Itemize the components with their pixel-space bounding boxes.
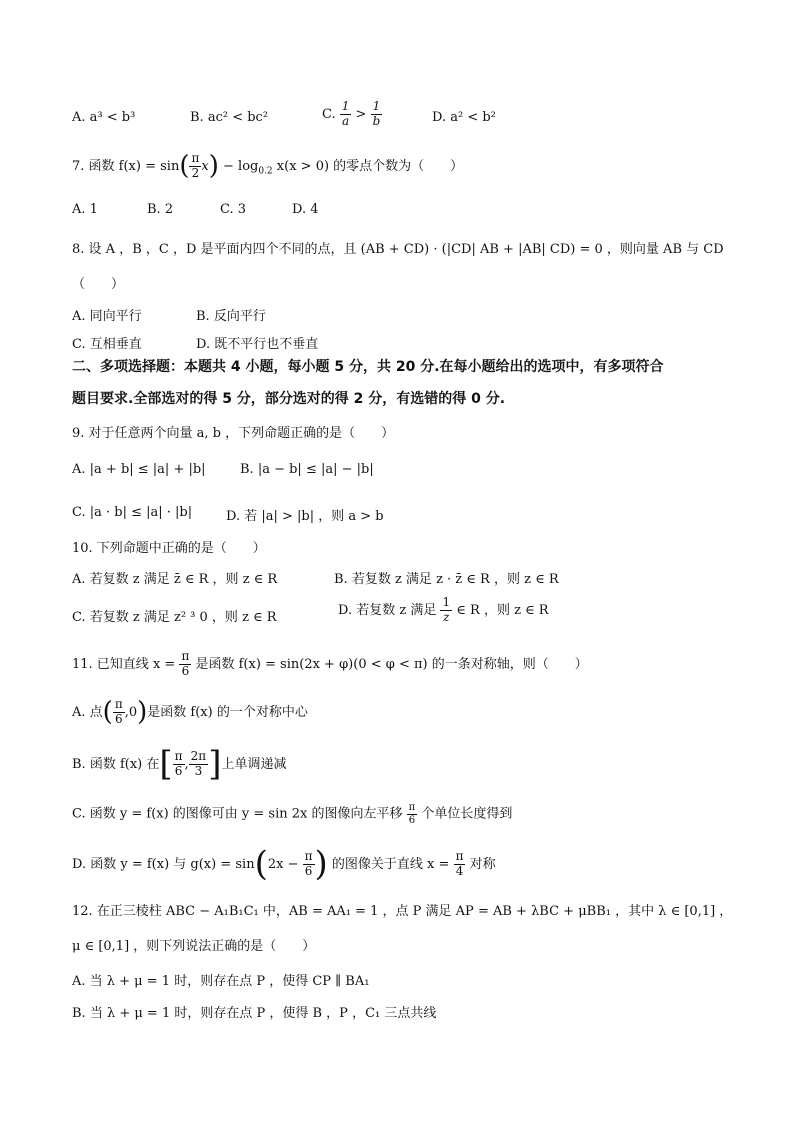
q9-option-a: A. |a + b| ≤ |a| + |b| <box>72 462 206 477</box>
q6-option-c-label: C. <box>322 106 336 122</box>
q12-option-a: A. 当 λ + μ = 1 时，则存在点 P ，使得 CP ∥ BA₁ <box>72 974 370 989</box>
q7-option-a: A. 1 <box>72 202 98 217</box>
q7-stem: 7. 函数 f(x) = sin( $\frac{\pi}{2}$ $x) - \log_{0.2} x(x > 0)$ 的零点个数为（ ） <box>72 151 464 181</box>
q8-option-c: C. 互相垂直 <box>72 337 142 352</box>
q6-option-c: C. $\frac{1}{a}$ > $\frac{1}{b}$ <box>322 99 381 128</box>
q8-paren: （ ） <box>72 277 125 292</box>
q8-option-a: A. 同向平行 <box>72 309 142 324</box>
q12-stem-cont: μ ∈ [0,1] ，则下列说法正确的是（ ） <box>72 939 316 954</box>
q8-stem: 8. 设 A ，B ，C ，D 是平面内四个不同的点，且 (AB + CD) · (|CD| AB + |AB| CD) = 0 ，则向量 AB 与 CD <box>72 242 724 257</box>
q6-option-d: D. a² < b² <box>432 110 496 125</box>
q10-option-d: D. 若复数 z 满足 $\frac{1}{z}$ ∈ R ，则 z ∈ R <box>338 595 549 624</box>
q11-option-c: C. 函数 y = f(x) 的图像可由 y = sin 2x 的图像向左平移 $\frac{\pi}{6}$ 个单位长度得到 <box>72 802 513 826</box>
section-heading-cont: 题目要求.全部选对的得 5 分，部分选对的得 2 分，有选错的得 0 分. <box>72 391 506 407</box>
q8-option-d: D. 既不平行也不垂直 <box>196 337 319 352</box>
q10-stem: 10. 下列命题中正确的是（ ） <box>72 541 266 556</box>
q8-option-b: B. 反向平行 <box>196 309 266 324</box>
q11-option-a: A. 点( $\frac{\pi}{6}$ ,0)是函数 f(x) 的一个对称中心 <box>72 697 308 727</box>
q10-option-c: C. 若复数 z 满足 z² ³ 0 ，则 z ∈ R <box>72 610 277 625</box>
q7-option-d: D. 4 <box>292 202 319 217</box>
q7-option-b: B. 2 <box>147 202 174 217</box>
section-heading: 二、多项选择题：本题共 4 小题，每小题 5 分，共 20 分.在每小题给出的选项中，有多项符合 <box>72 359 664 375</box>
q7-option-c: C. 3 <box>220 202 247 217</box>
q11-option-d: D. 函数 y = f(x) 与 g(x) = sin(2x − $\frac{\pi}{6}$ ) 的图像关于直线 x = $\frac{\pi}{4}$ 对称 <box>72 844 496 884</box>
q11-option-b: B. 函数 f(x) 在[ $\frac{\pi}{6}$ , $\frac{2\pi}{3}$ ]上单调递减 <box>72 744 287 784</box>
fraction: $\frac{1}{b}$ <box>372 99 381 128</box>
q10-option-b: B. 若复数 z 满足 z · z̄ ∈ R ，则 z ∈ R <box>334 572 559 587</box>
q12-stem: 12. 在正三棱柱 ABC − A₁B₁C₁ 中，AB = AA₁ = 1 ，点 P 满足 AP = AB + λBC + μBB₁ ，其中 λ ∈ [0,1] ， <box>72 904 733 919</box>
q12-option-b: B. 当 λ + μ = 1 时，则存在点 P ，使得 B ，P ，C₁ 三点共线 <box>72 1006 437 1021</box>
q6-option-a: A. a³ < b³ <box>72 110 136 125</box>
q6-option-b: B. ac² < bc² <box>190 110 269 125</box>
q9-option-b: B. |a − b| ≤ |a| − |b| <box>240 462 374 477</box>
q9-option-c: C. |a · b| ≤ |a| · |b| <box>72 505 193 520</box>
q9-option-d: D. 若 |a| > |b| ，则 a > b <box>226 509 384 524</box>
q11-stem: 11. 已知直线 x = $\frac{\pi}{6}$ 是函数 f(x) = sin(2x + φ)(0 < φ < π) 的一条对称轴，则（ ） <box>72 649 588 678</box>
q9-stem: 9. 对于任意两个向量 a, b ，下列命题正确的是（ ） <box>72 426 395 441</box>
fraction: $\frac{1}{a}$ <box>341 99 350 128</box>
q10-option-a: A. 若复数 z 满足 z̄ ∈ R ，则 z ∈ R <box>72 572 278 587</box>
